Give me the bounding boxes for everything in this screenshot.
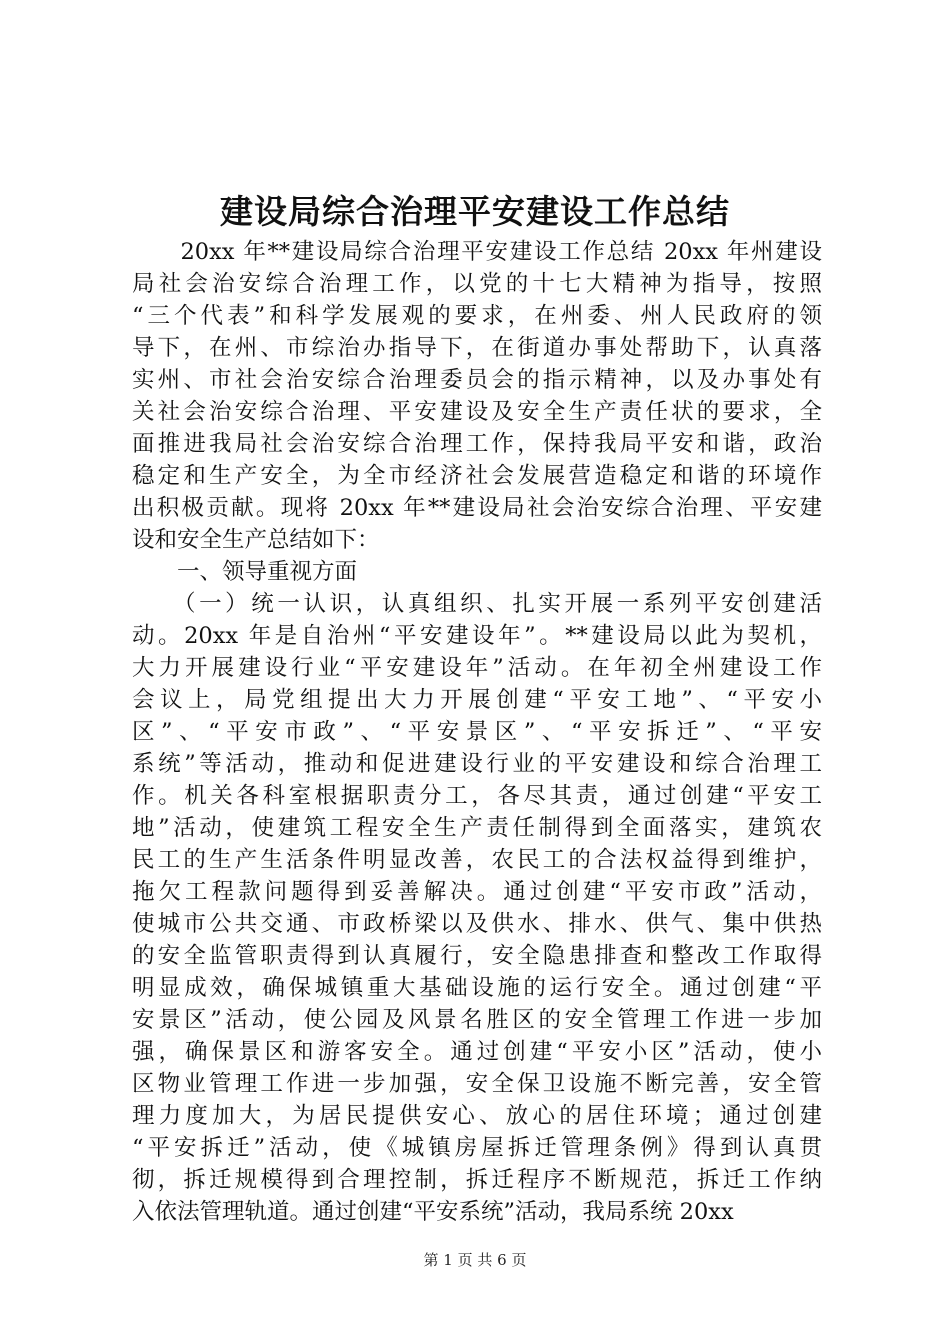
body-line: 明显成效，确保城镇重大基础设施的运行安全。通过创建“平 xyxy=(132,975,822,1001)
body-line: 动。20xx 年是自治州“平安建设年”。**建设局以此为契机， xyxy=(132,623,822,649)
body-line: 关社会治安综合治理、平安建设及安全生产责任状的要求，全 xyxy=(132,399,822,425)
body-line: “平安拆迁”活动，使《城镇房屋拆迁管理条例》得到认真贯 xyxy=(132,1135,822,1161)
page-footer: 第 1 页 共 6 页 xyxy=(423,1251,527,1269)
body-line: 地”活动，使建筑工程安全生产责任制得到全面落实，建筑农 xyxy=(132,815,822,841)
document-title: 建设局综合治理平安建设工作总结 xyxy=(220,192,730,231)
body-line: 稳定和生产安全，为全市经济社会发展营造稳定和谐的环境作 xyxy=(132,463,822,489)
body-line: 系统”等活动，推动和促进建设行业的平安建设和综合治理工 xyxy=(132,751,822,777)
body-line: 理力度加大，为居民提供安心、放心的居住环境；通过创建 xyxy=(132,1103,822,1129)
body-line: 强，确保景区和游客安全。通过创建“平安小区”活动，使小 xyxy=(132,1039,822,1065)
body-line: 彻，拆迁规模得到合理控制，拆迁程序不断规范，拆迁工作纳 xyxy=(132,1167,822,1193)
body-line: 面推进我局社会治安综合治理工作，保持我局平安和谐，政治 xyxy=(132,431,822,457)
body-line: 导下，在州、市综治办指导下，在街道办事处帮助下，认真落 xyxy=(132,335,822,361)
body-line: 区”、“平安市政”、“平安景区”、“平安拆迁”、“平安 xyxy=(132,719,822,745)
body-line: 大力开展建设行业“平安建设年”活动。在年初全州建设工作 xyxy=(132,655,822,681)
body-line: 使城市公共交通、市政桥梁以及供水、排水、供气、集中供热 xyxy=(132,911,822,937)
body-line: 实州、市社会治安综合治理委员会的指示精神，以及办事处有 xyxy=(132,367,822,393)
body-line: 作。机关各科室根据职责分工，各尽其责，通过创建“平安工 xyxy=(132,783,822,809)
body-line: 设和安全生产总结如下： xyxy=(132,527,380,553)
body-line: 20xx 年**建设局综合治理平安建设工作总结 20xx 年州建设 xyxy=(132,239,822,265)
body-line: 的安全监管职责得到认真履行，安全隐患排查和整改工作取得 xyxy=(132,943,822,969)
body-line: 会议上，局党组提出大力开展创建“平安工地”、“平安小 xyxy=(132,687,822,713)
body-line: 安景区”活动，使公园及风景名胜区的安全管理工作进一步加 xyxy=(132,1007,822,1033)
body-line: 拖欠工程款问题得到妥善解决。通过创建“平安市政”活动， xyxy=(132,879,822,905)
body-line: 局社会治安综合治理工作，以党的十七大精神为指导，按照 xyxy=(132,271,822,297)
body-line: 出积极贡献。现将 20xx 年**建设局社会治安综合治理、平安建 xyxy=(132,495,822,521)
body-line: （一）统一认识，认真组织、扎实开展一系列平安创建活 xyxy=(132,591,822,617)
body-line: 民工的生产生活条件明显改善，农民工的合法权益得到维护， xyxy=(132,847,822,873)
body-line: 一、领导重视方面 xyxy=(132,559,358,585)
body-line: 区物业管理工作进一步加强，安全保卫设施不断完善，安全管 xyxy=(132,1071,822,1097)
document-body xyxy=(132,236,822,1228)
body-line: “三个代表”和科学发展观的要求，在州委、州人民政府的领 xyxy=(132,303,822,329)
body-line: 入依法管理轨道。通过创建“平安系统”活动，我局系统 20xx xyxy=(132,1199,734,1225)
